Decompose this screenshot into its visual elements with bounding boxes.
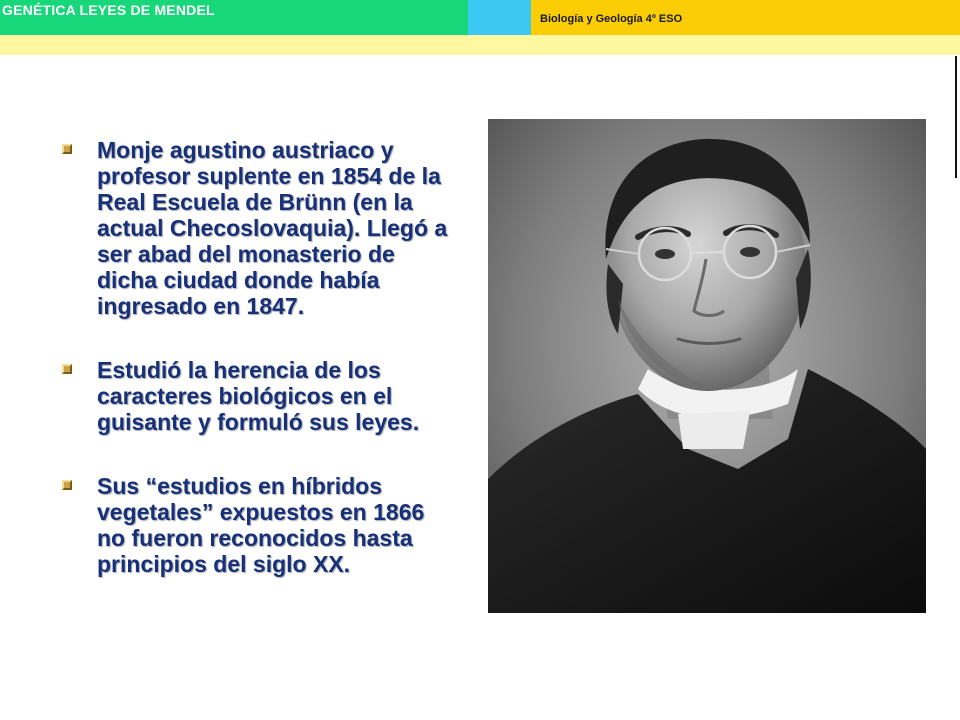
portrait-photo [488, 119, 926, 613]
subject-label: Biología y Geología 4º ESO [540, 13, 683, 25]
header-yellow-band [531, 0, 960, 35]
bullet-list [62, 137, 454, 615]
square-bullet-icon [62, 480, 72, 490]
bullet-text: Sus “estudios en híbridos vegetales” expuestos en 1866 no fueron reconocidos hasta principios del siglo XX. [97, 473, 425, 577]
square-bullet-icon [62, 364, 72, 374]
page-title: GENÉTICA LEYES DE MENDEL [2, 2, 215, 18]
square-bullet-icon [62, 144, 72, 154]
list-item [62, 357, 454, 435]
list-item [62, 137, 454, 319]
header-green-band [0, 0, 468, 35]
portrait-illustration [488, 119, 926, 613]
list-item [62, 473, 454, 577]
header-strip [0, 35, 960, 55]
bullet-text: Estudió la herencia de los caracteres biológicos en el guisante y formuló sus leyes. [97, 357, 420, 435]
side-divider [955, 56, 957, 178]
header-cyan-band [468, 0, 531, 35]
bullet-text: Monje agustino austriaco y profesor suplente en 1854 de la Real Escuela de Brünn (en la actual Checoslovaquia). Llegó a ser abad del monasterio de dicha ciudad donde había ingresado en 1847. [97, 137, 448, 319]
